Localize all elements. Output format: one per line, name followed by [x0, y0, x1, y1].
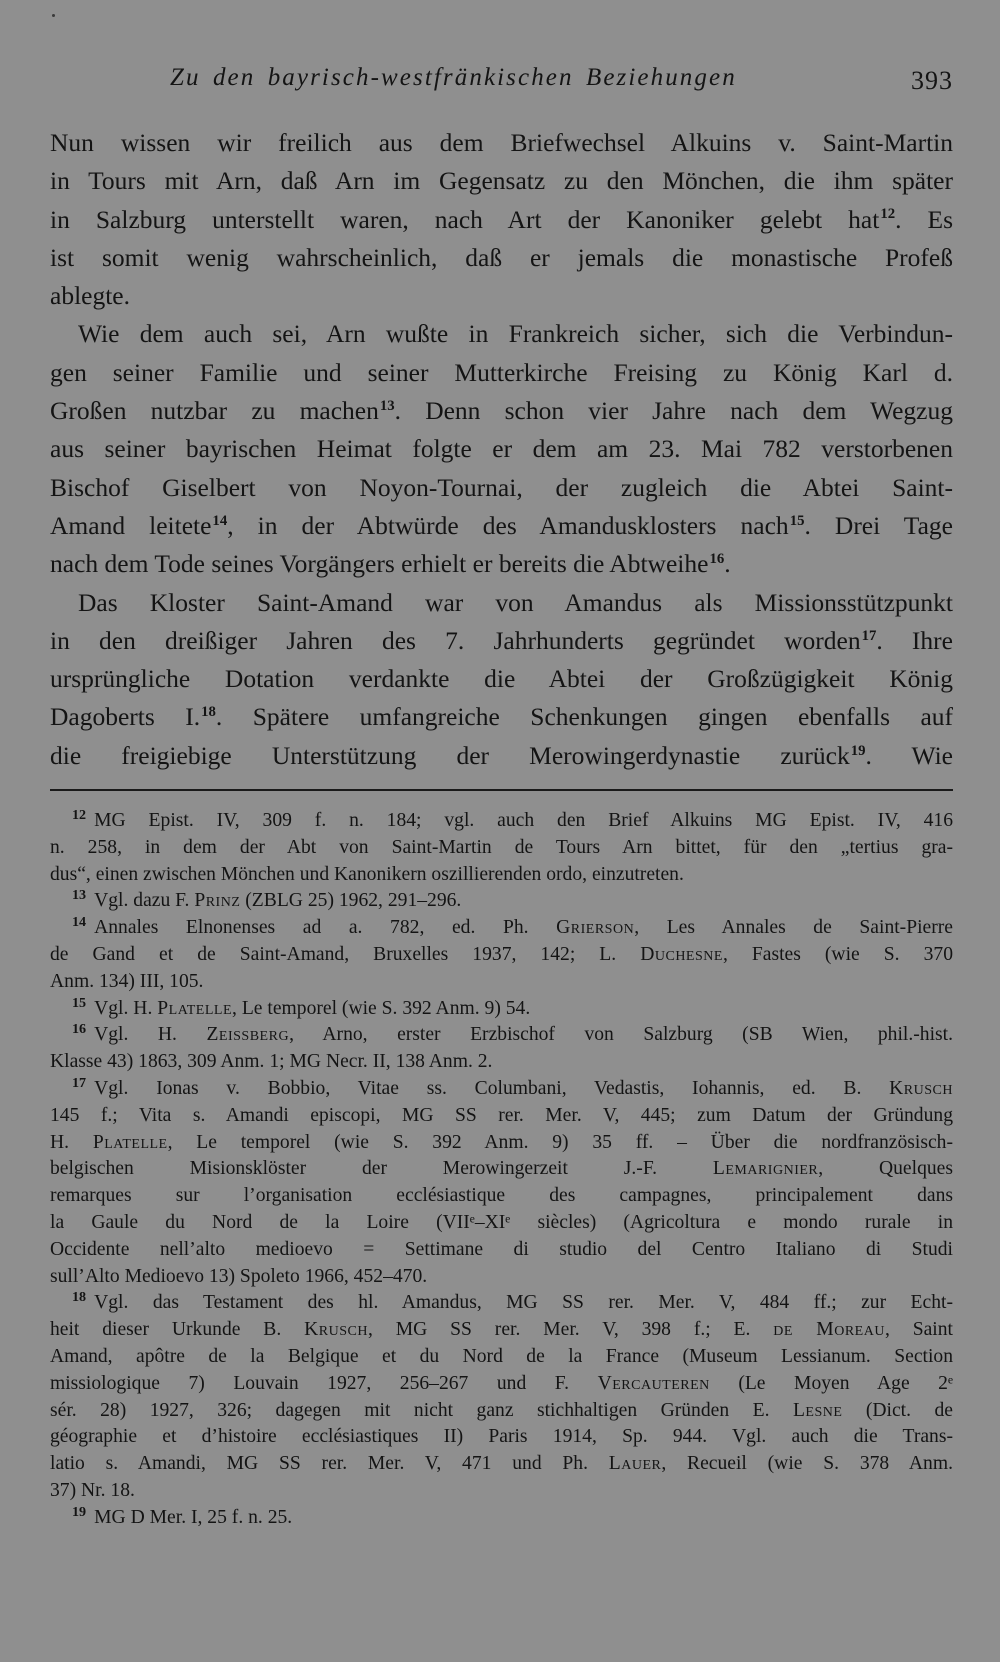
- text-line: Wie dem auch sei, Arn wußte in Frankreich sicher, sich die Verbindun-: [78, 319, 953, 349]
- footnote-number: 13: [72, 887, 87, 904]
- scan-speck: [52, 14, 55, 17]
- footnote-rule: [50, 789, 953, 791]
- footnote-line: Klasse 43) 1863, 309 Anm. 1; MG Necr. II, 138 Anm. 2.: [50, 1051, 493, 1073]
- text-line: in Salzburg unterstellt waren, nach Art der Kanoniker gelebt hat$^{12}$. Es: [50, 204, 953, 234]
- footnote-ref: 13: [379, 397, 395, 414]
- footnote-line: latio s. Amandi, MG SS rer. Mer. V, 471 und Ph. Lauer, Recueil (wie S. 378 Anm.: [50, 1453, 953, 1475]
- running-head: [50, 62, 953, 102]
- footnote-line: remarques sur l’organisation ecclésiastique des campagnes, principalement dans: [50, 1185, 953, 1207]
- body-text: [50, 124, 953, 775]
- text-line: die freigiebige Unterstützung der Merowingerdynastie zurück$^{19}$. Wie: [50, 740, 953, 770]
- footnote-number: 15: [72, 994, 87, 1011]
- footnote-line: de Gand et de Saint-Amand, Bruxelles 1937, 142; L. Duchesne, Fastes (wie S. 370: [50, 943, 953, 965]
- footnote-19: $^{19}$ MG D Mer. I, 25 f. n. 25.: [72, 1503, 293, 1528]
- footnote-ref: 17: [861, 627, 877, 644]
- text-line: Großen nutzbar zu machen$^{13}$. Denn schon vier Jahre nach dem Wegzug: [50, 396, 953, 426]
- footnote-number: 12: [72, 806, 87, 823]
- footnote-ref: 12: [880, 206, 896, 223]
- footnote-line: Anm. 134) III, 105.: [50, 970, 204, 992]
- footnote-number: 19: [72, 1503, 87, 1520]
- footnote-18: $^{18}$ Vgl. das Testament des hl. Amandus, MG SS rer. Mer. V, 484 ff.; zur Echt-: [72, 1289, 953, 1314]
- footnote-ref: 19: [850, 742, 866, 759]
- text-line: ablegte.: [50, 281, 130, 311]
- footnote-line: 145 f.; Vita s. Amandi episcopi, MG SS rer. Mer. V, 445; zum Datum der Gründung: [50, 1104, 953, 1126]
- footnote-line: Amand, apôtre de la Belgique et du Nord de la France (Museum Lessianum. Section: [50, 1345, 953, 1367]
- text-line: nach dem Tode seines Vorgängers erhielt er bereits die Abtweihe$^{16}$.: [50, 549, 731, 579]
- author-name: Platelle: [157, 997, 233, 1019]
- author-name: Zeissberg: [206, 1024, 290, 1046]
- footnote-number: 18: [72, 1289, 87, 1306]
- footnote-16: $^{16}$ Vgl. H. Zeissberg, Arno, erster Erzbischof von Salzburg (SB Wien, phil.-hist.: [72, 1021, 953, 1046]
- footnote-line: belgischen Misionsklöster der Merowingerzeit J.-F. Lemarignier, Quelques: [50, 1158, 953, 1180]
- footnote-number: 14: [72, 914, 87, 931]
- author-name: Duchesne: [640, 943, 723, 965]
- text-line: aus seiner bayrischen Heimat folgte er dem am 23. Mai 782 verstorbenen: [50, 434, 953, 464]
- author-name: Krusch: [889, 1077, 953, 1099]
- footnote-line: missiologique 7) Louvain 1927, 256–267 und F. Vercauteren (Le Moyen Age 2ᵉ: [50, 1372, 953, 1394]
- page-number: 393: [911, 66, 953, 95]
- author-name: de Moreau: [773, 1319, 885, 1341]
- author-name: Lesne: [792, 1399, 843, 1421]
- footnote-ref: 14: [212, 512, 228, 529]
- text-line: in den dreißiger Jahren des 7. Jahrhunderts gegründet worden$^{17}$. Ihre: [50, 625, 953, 655]
- footnote-ref: 16: [709, 551, 725, 568]
- footnote-number: 16: [72, 1021, 87, 1038]
- footnote-line: H. Platelle, Le temporel (wie S. 392 Anm. 9) 35 ff. – Über die nordfranzösisch-: [50, 1131, 953, 1153]
- running-title: Zu den bayrisch-westfränkischen Beziehungen: [170, 64, 737, 91]
- footnote-line: heit dieser Urkunde B. Krusch, MG SS rer. Mer. V, 398 f.; E. de Moreau, Saint: [50, 1319, 953, 1341]
- text-line: in Tours mit Arn, daß Arn im Gegensatz zu den Mönchen, die ihm später: [50, 166, 953, 196]
- author-name: Lauer: [608, 1453, 662, 1475]
- text-line: Das Kloster Saint-Amand war von Amandus als Missionsstützpunkt: [78, 587, 953, 617]
- author-name: Grierson: [556, 917, 635, 939]
- footnote-12: $^{12}$ MG Epist. IV, 309 f. n. 184; vgl. auch den Brief Alkuins MG Epist. IV, 416: [72, 806, 953, 831]
- text-line: Bischof Giselbert von Noyon-Tournai, der zugleich die Abtei Saint-: [50, 472, 953, 502]
- author-name: Lemarignier: [712, 1158, 819, 1180]
- author-name: Platelle: [92, 1131, 168, 1153]
- text-line: Amand leitete$^{14}$, in der Abtwürde des Amandusklosters nach$^{15}$. Drei Tage: [50, 510, 953, 540]
- footnote-line: 37) Nr. 18.: [50, 1479, 135, 1501]
- text-line: Dagoberts I.$^{18}$. Spätere umfangreiche Schenkungen gingen ebenfalls auf: [50, 702, 953, 732]
- author-name: Prinz: [194, 890, 241, 912]
- footnote-17: $^{17}$ Vgl. Ionas v. Bobbio, Vitae ss. Columbani, Vedastis, Iohannis, ed. B. Krusch: [72, 1074, 953, 1099]
- footnote-line: sull’Alto Medioevo 13) Spoleto 1966, 452–470.: [50, 1265, 428, 1287]
- footnote-line: n. 258, in dem der Abt von Saint-Martin de Tours Arn bittet, für den „tertius gra-: [50, 836, 953, 858]
- author-name: Krusch: [304, 1319, 368, 1341]
- footnote-line: Occidente nell’alto medioevo = Settimane di studio del Centro Italiano di Studi: [50, 1238, 953, 1260]
- text-line: gen seiner Familie und seiner Mutterkirche Freising zu König Karl d.: [50, 357, 953, 387]
- footnote-line: sér. 28) 1927, 326; dagegen mit nicht ganz stichhaltigen Gründen E. Lesne (Dict. de: [50, 1399, 953, 1421]
- footnote-14: $^{14}$ Annales Elnonenses ad a. 782, ed. Ph. Grierson, Les Annales de Saint-Pierre: [72, 914, 953, 939]
- footnote-ref: 18: [201, 704, 216, 721]
- footnote-ref: 15: [789, 512, 805, 529]
- footnote-line: dus“, einen zwischen Mönchen und Kanonikern oszillierenden ordo, einzutreten.: [50, 863, 684, 885]
- footnote-number: 17: [72, 1074, 87, 1091]
- footnotes: [50, 808, 953, 1532]
- text-line: ursprüngliche Dotation verdankte die Abtei der Großzügigkeit König: [50, 664, 953, 694]
- footnote-line: géographie et d’histoire ecclésiastiques II) Paris 1914, Sp. 944. Vgl. auch die Trans-: [50, 1426, 953, 1448]
- text-line: ist somit wenig wahrscheinlich, daß er jemals die monastische Profeß: [50, 242, 953, 272]
- text-line: Nun wissen wir freilich aus dem Briefwechsel Alkuins v. Saint-Martin: [50, 128, 953, 157]
- footnote-line: la Gaule du Nord de la Loire (VIIᵉ–XIᵉ siècles) (Agricoltura e mondo rurale in: [50, 1211, 953, 1233]
- footnote-13: $^{13}$ Vgl. dazu F. Prinz (ZBLG 25) 1962, 291–296.: [72, 887, 462, 912]
- footnote-15: $^{15}$ Vgl. H. Platelle, Le temporel (wie S. 392 Anm. 9) 54.: [72, 994, 531, 1019]
- author-name: Vercauteren: [597, 1372, 710, 1394]
